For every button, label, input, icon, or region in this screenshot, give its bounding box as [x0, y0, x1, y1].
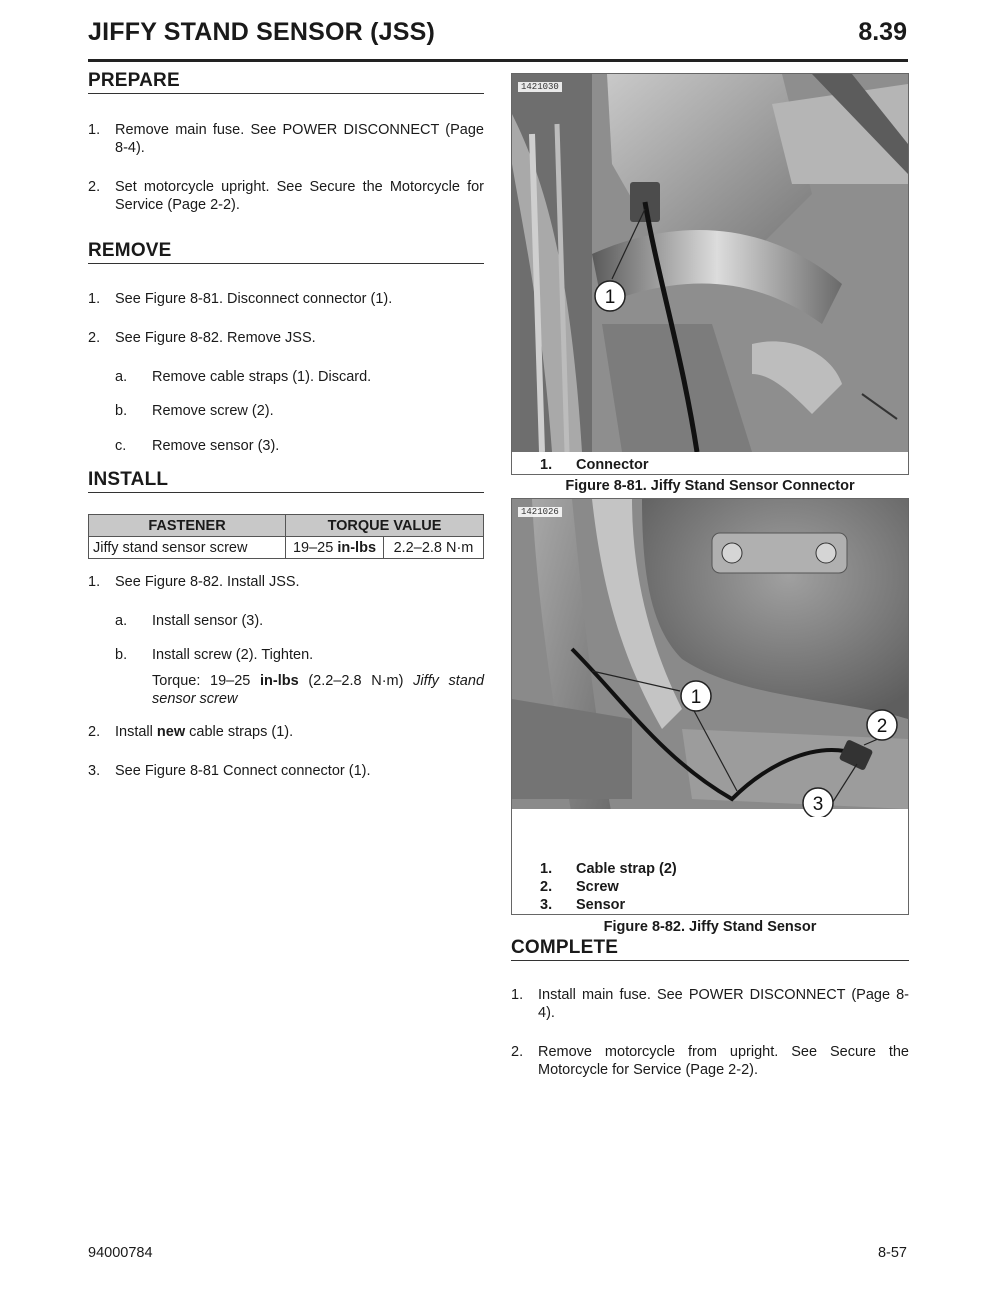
substep-letter: b.: [115, 403, 128, 419]
legend-row: 2. Screw: [540, 879, 619, 895]
image-id: 1421026: [518, 507, 562, 517]
step-text: See Figure 8-82. Remove JSS.: [115, 330, 316, 346]
section-number: 8.39: [858, 18, 907, 46]
document-number: 94000784: [88, 1245, 153, 1261]
torque-spec: Torque: 19–25 in-lbs (2.2–2.8 N·m) Jiffy stand sensor screw: [152, 673, 485, 707]
image-id: 1421030: [518, 82, 562, 92]
substep-letter: a.: [115, 369, 128, 385]
legend-row: 3. Sensor: [540, 897, 626, 913]
remove-step-2: [88, 329, 484, 347]
figure-8-81: [511, 73, 909, 475]
figure-8-82: [511, 498, 909, 915]
prepare-step-1: [88, 121, 484, 157]
remove-substep-c: [88, 437, 484, 455]
substep-text: Remove sensor (3).: [152, 438, 280, 454]
remove-heading: REMOVE: [88, 240, 484, 264]
step-number: 2.: [511, 1044, 524, 1060]
prepare-step-2: [88, 178, 484, 214]
header-rule: [88, 59, 908, 62]
legend-row: 1. Connector: [540, 457, 649, 473]
substep-text: Install sensor (3).: [152, 613, 264, 629]
figure-8-81-caption: Figure 8-81. Jiffy Stand Sensor Connector: [565, 478, 855, 494]
legend-row: 1. Cable strap (2): [540, 861, 677, 877]
substep-letter: c.: [115, 438, 127, 454]
svg-text:1: 1: [604, 287, 616, 308]
substep-text: Remove cable straps (1). Discard.: [152, 369, 372, 385]
remove-substep-b: [88, 402, 484, 420]
step-text: Set motorcycle upright. See Secure the Motorcycle for Service (Page 2-2).: [115, 179, 484, 213]
torque-inlbs-cell: 19–25 in-lbs: [286, 537, 384, 559]
install-heading: INSTALL: [88, 469, 484, 493]
install-step-2: 2. Install new cable straps (1).: [88, 724, 294, 740]
step-number: 1.: [88, 291, 101, 307]
connector-photo: [512, 74, 908, 452]
fastener-header: FASTENER: [89, 515, 286, 537]
callout-1: [681, 681, 711, 711]
step-number: 2.: [88, 179, 101, 195]
step-text: See Figure 8-81. Disconnect connector (1).: [115, 291, 393, 307]
sensor-photo: [512, 499, 908, 817]
left-column: [88, 66, 484, 780]
complete-step-2: [511, 1043, 909, 1079]
svg-text:3: 3: [812, 794, 824, 815]
svg-text:2: 2: [876, 716, 888, 737]
callout-2: [867, 710, 897, 740]
step-text: Remove main fuse. See POWER DISCONNECT (Page 8-4).: [115, 122, 484, 156]
complete-step-1: [511, 986, 909, 1022]
fastener-table: [88, 514, 484, 559]
figure-spacer: [512, 817, 908, 860]
substep-text: Install screw (2). Tighten.: [152, 647, 314, 663]
substep-text: Remove screw (2).: [152, 403, 274, 419]
callout-3: [803, 788, 833, 817]
complete-heading: COMPLETE: [511, 937, 909, 961]
install-substep-b: [88, 646, 484, 664]
torque-header: TORQUE VALUE: [286, 515, 484, 537]
step-number: 2.: [88, 724, 101, 740]
fastener-name-cell: Jiffy stand sensor screw: [89, 537, 286, 559]
install-step-1: [88, 573, 484, 591]
substep-letter: b.: [115, 647, 128, 663]
prepare-heading: PREPARE: [88, 70, 484, 94]
svg-text:1: 1: [690, 687, 702, 708]
sensor-illustration: [512, 499, 908, 817]
page-number: 8-57: [877, 1245, 907, 1261]
step-text: Remove motorcycle from upright. See Secure the Motorcycle for Service (Page 2-2).: [538, 1044, 909, 1078]
step-number: 3.: [88, 763, 101, 779]
page-title: JIFFY STAND SENSOR (JSS): [88, 18, 435, 46]
step-text: See Figure 8-82. Install JSS.: [115, 574, 300, 590]
substep-letter: a.: [115, 613, 128, 629]
figure-8-82-caption: Figure 8-82. Jiffy Stand Sensor: [603, 919, 817, 935]
remove-step-1: [88, 290, 484, 308]
right-column: [511, 66, 909, 1079]
step-text: Install main fuse. See POWER DISCONNECT (Page 8-4).: [538, 987, 909, 1021]
callout-1: [595, 281, 625, 311]
torque-nm-cell: 2.2–2.8 N·m: [384, 537, 484, 559]
install-substep-a: [88, 612, 484, 630]
remove-substep-a: [88, 368, 484, 386]
step-number: 1.: [88, 574, 101, 590]
step-number: 2.: [88, 330, 101, 346]
step-number: 1.: [88, 122, 101, 138]
install-step-3: [88, 762, 484, 780]
step-number: 1.: [511, 987, 524, 1003]
connector-illustration: [512, 74, 908, 452]
step-text: See Figure 8-81 Connect connector (1).: [115, 763, 371, 779]
